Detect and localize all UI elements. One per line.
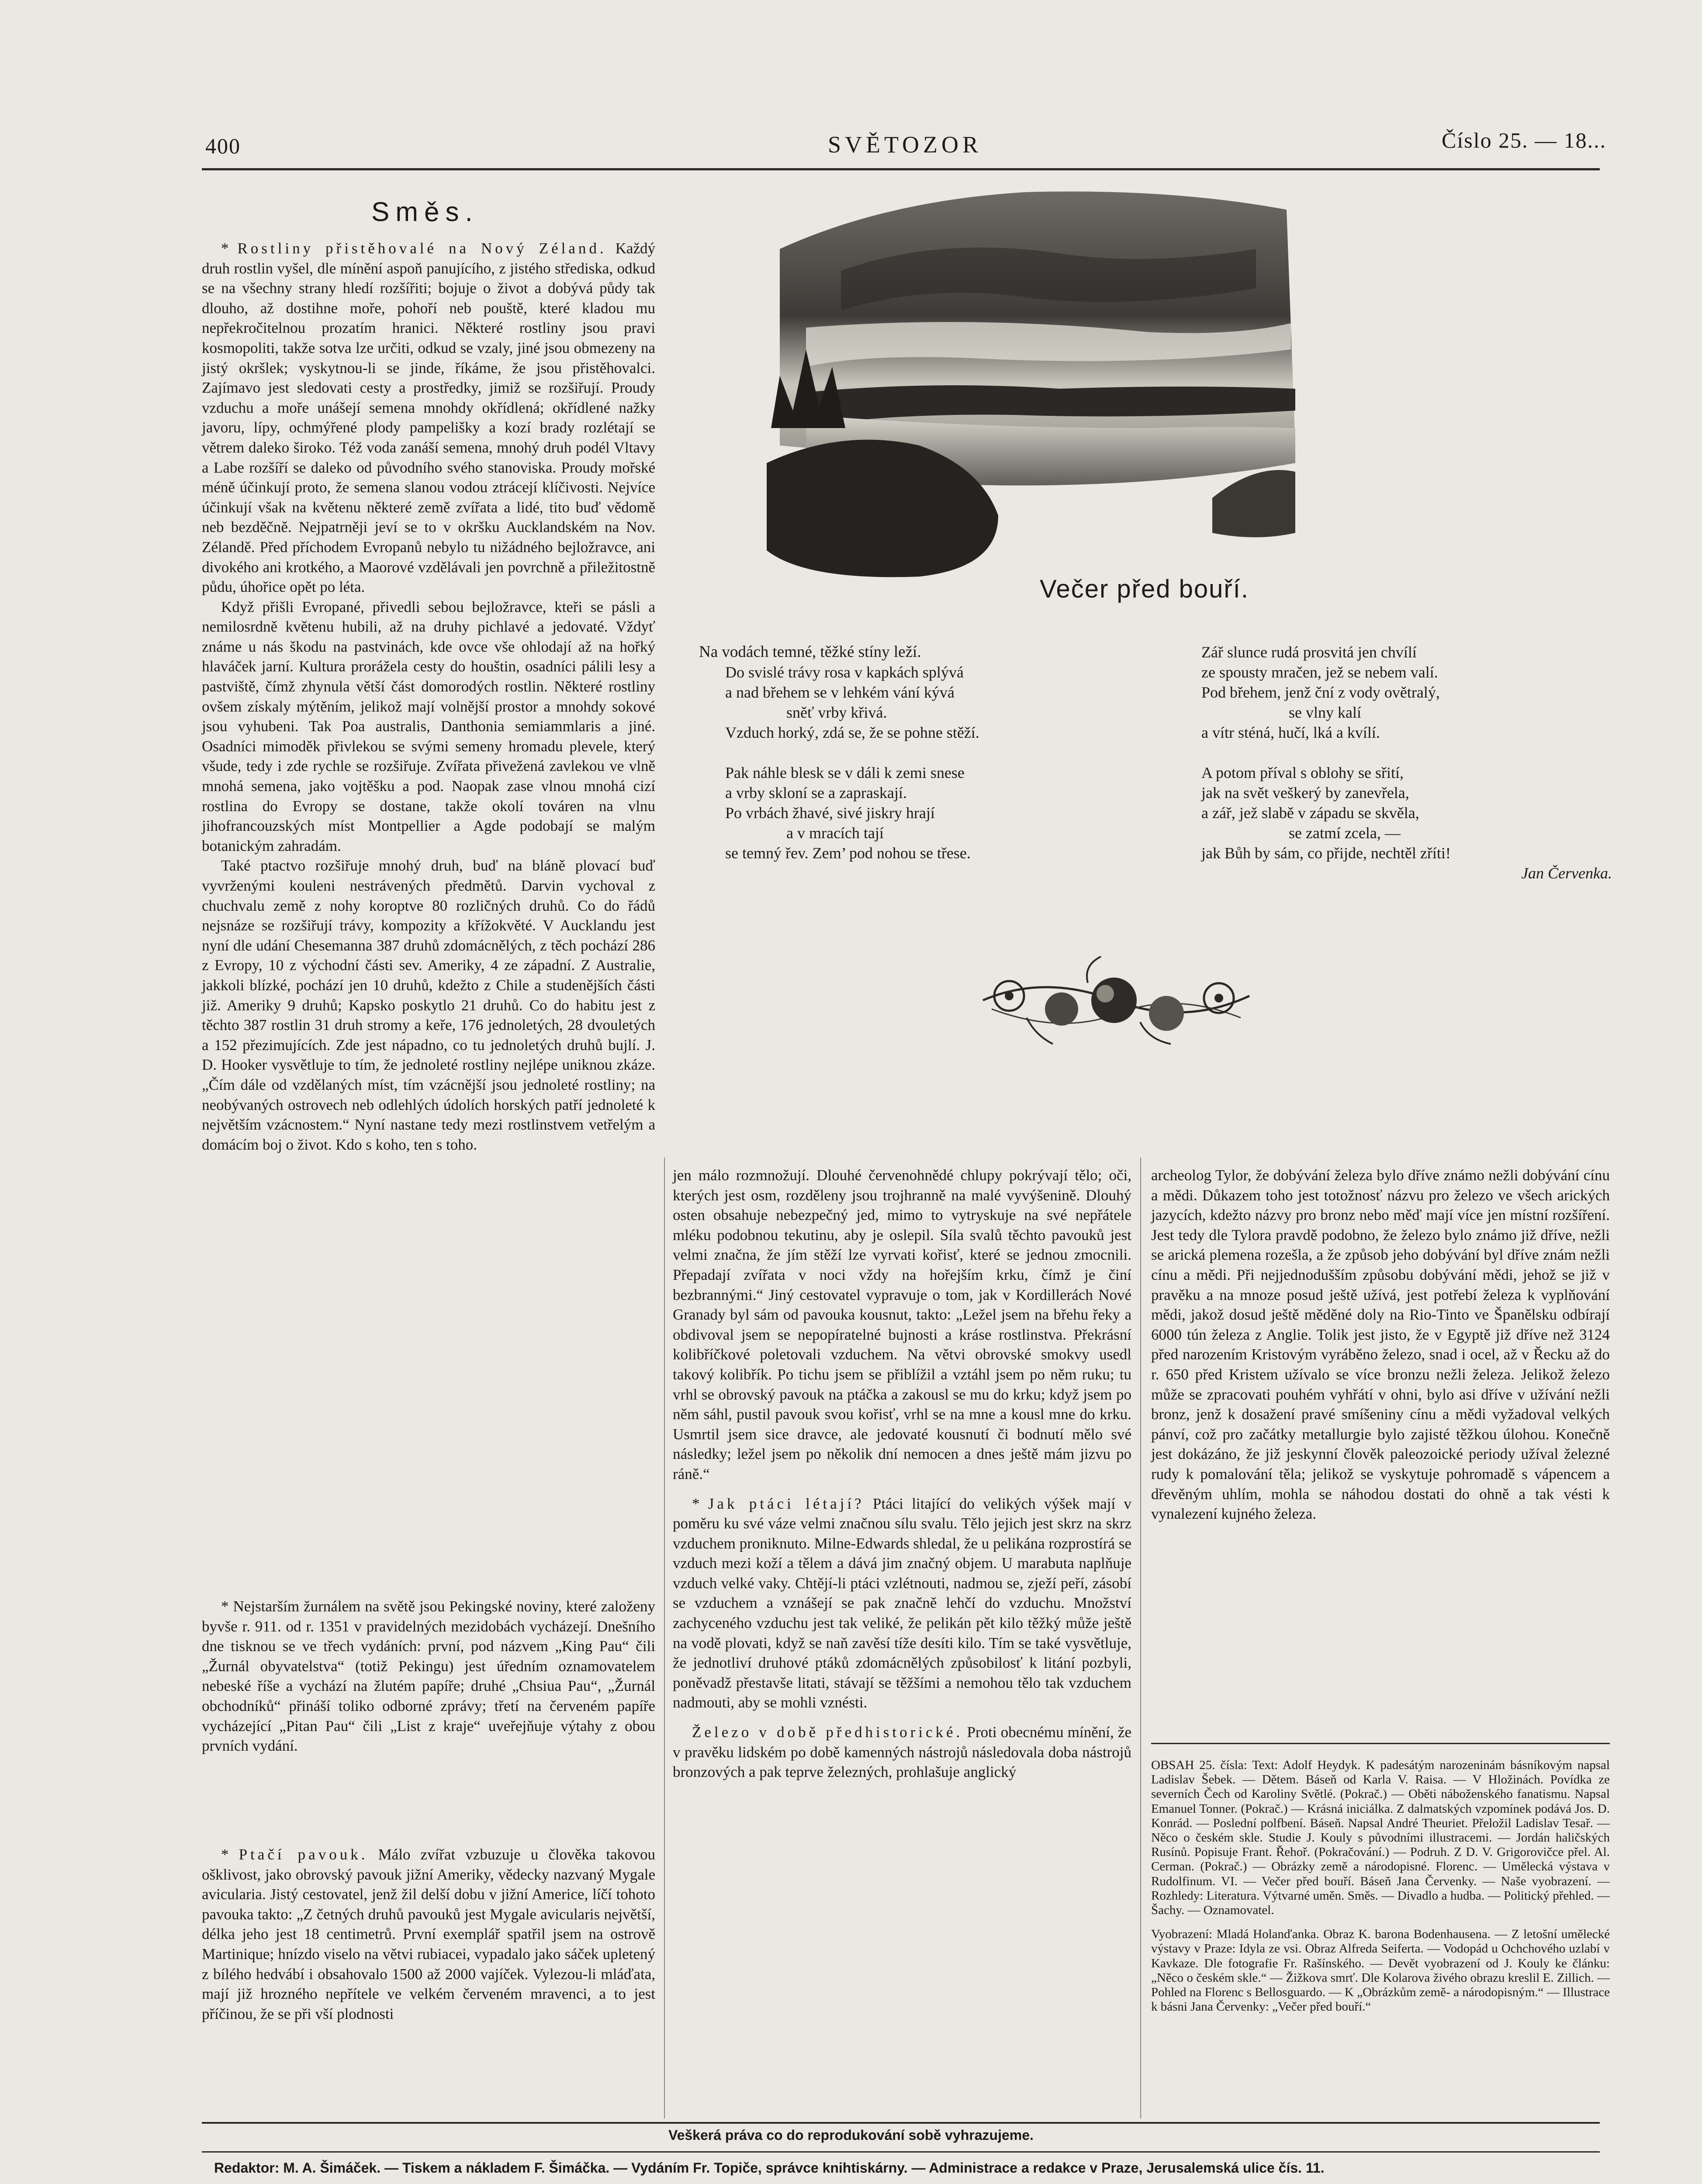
article-noviny: * Nejstarším žurnálem na světě jsou Pekingské noviny, které založeny byvše r. 911. od r. 1351 v pravidelných mezidobách vycházejí. Dnešního dne tisknou se ve třech vydáních: první, pod názvem „King Pau“ čili „Žurnál obyvatelstva“ (totiž Pekingu) jest úředním oznamovatelem nebeské říše a vychází na žlutém papíře; druhé „Chsiua Pau“, „Žurnál obchodníků“ přináší toliko odborné zprávy; třetí na červeném papíře vycházející „Pitan Pau“ čili „List z kraje“ uveřejňuje výtahy z obou prvních vydání. <box>202 1598 656 1755</box>
poem-stanza <box>1201 642 1616 743</box>
section-heading: Směs. <box>371 197 479 227</box>
poem-line: Pak náhle blesk se v dáli k zemi snese <box>725 764 965 781</box>
article-paragraph: archeolog Tylor, že dobývání železa bylo dříve známo nežli dobývání cínu a mědi. Důkazem toho jest totožnosť názvu pro železo ve všech arických jazycích, kdežto názvy pro bronz nebo měď mají více jen místní rozšíření. Jest tedy dle Tylora pravdě podobno, že železo bylo známo již dříve, nežli se arická plemena rozešla, a že způsob jeho dobývání byl dříve znám nežli cínu a mědi. Při nejjednodušším způsobu dobývání mědi, jehož se již v pravěku a na mnoze posud ještě užívá, jest potřebí železa k vyplňování mědi, jakož dosud ještě měděné doly na Rio-Tinto ve Španělsku odbírají 6000 tún železa z Anglie. Tolik jest jisto, že v Egyptě již dříve než 3124 před narozením Kristovým vyráběno železo, snad i ocel, až v Řecku až do r. 650 před Kristem užívalo se více bronzu nežli železa. Jelikož železo může se zpracovati pouhém vyhřátí v ohni, bylo asi dříve v užívání nežli bronz, jenž k dosažení pravé smíšeniny cínu a mědi vyžadoval velkých pánví, což pro začátky metallurgie bylo zajisté těžkou úlohou. Konečně jest dokázáno, že již jeskynní člověk paleozoické periody užíval železné rudy k pomalování těla; jelikož se vyskytuje pohromadě s vápencem a dřevěným uhlím, mohla se náhodou dostati do ohně a tak vésti k vynalezení kujného železa. <box>1151 1167 1610 1523</box>
poem-line: Po vrbách žhavé, sivé jiskry hrají <box>725 804 935 822</box>
contents-text: OBSAH 25. čísla: Text: Adolf Heydyk. K padesátým narozeninám básníkovým napsal Ladislav Šebek. — Dětem. Báseň od Karla V. Raisa. — V Hložinách. Povídka ze severních Čech od Karoliny Světlé. (Pokrač.) — Oběti náboženského fanatismu. Napsal Emanuel Tonner. (Pokrač.) — Krásná iniciálka. Z dalmatských vzpomínek podává Jos. D. Konrád. — Poslední polfbení. Báseň. Napsal André Theuriet. Přeložil Ladislav Tesař. — Něco o českém skle. Studie J. Kouly s původními illustracemi. — Jordán haličských Rusínů. Popisuje Frant. Řehoř. (Pokračování.) — Podruh. Z D. V. Grigorovičce přel. Al. Cerman. (Pokrač.) — Obrázky země a národopisné. Florenc. — Umělecká výstava v Rudolfinum. VI. — Večer před bouří. Báseň Jana Červenky. — Naše vyobrazení. — Rozhledy: Literatura. Výtvarné uměn. Směs. — Divadlo a hudba. — Politický přehled. — Šachy. — Oznamovatel. <box>1151 1758 1610 1918</box>
poem-line: sněť vrby křivá. <box>786 704 887 721</box>
poem-line: a v mracích tají <box>786 824 884 842</box>
poem-line: jak Bůh by sám, co přijde, nechtěl zříti! <box>1201 844 1451 862</box>
article-title: Železo v době předhistorické. <box>692 1724 963 1741</box>
poem-line: ze spousty mračen, jež se nebem valí. <box>1201 663 1438 681</box>
poem-line: Zář slunce rudá prosvitá jen chvílí <box>1201 643 1417 661</box>
article-rostliny: * Rostliny přistěhovalé na Nový Zéland. Každý druh rostlin vyšel, dle mínění aspoň panujícího, z jistého střediska, odkud se na všechny strany hledí rozšířiti; bojuje o život a dobývá půdy tak dlouho, až dostihne moře, pohoří neb pouště, které kladou mu nepřekročitelnou prozatím hranici. Některé rostliny jsou pravi kosmopoliti, takže sotva lze určiti, odkud se vzaly, jiné jsou obmezeny na jistý okršlek; vyskytnou-li se jinde, říkáme, že jsou přistěhovalci. Zajímavo jest sledovati cesty a prostředky, jimiž se rozšiřují. Proudy vzduchu a moře unášejí semena mnohdy okřídlená; okřídlené nažky javoru, lípy, ochmýřené plody pampelišky a kozí brady rozlétají se větrem daleko široko. Též voda zanáší semena, mnohý druh podél Vltavy a Labe rozšíří se daleko od původního svého stanoviska. Proudy mořské méně účinkují proto, že semena slanou vodou ztrácejí klíčivosti. Nejvíce účinkují však na květenu některé země zvířata a lidé, tito buď vědomě neb bezděčně. Nejpatrněji jeví se to v okršku Aucklandském na Nov. Zélandě. Před příchodem Evropanů nebylo tu nižádného bejložravce, ani divokého ani krotkého, a Maorové vzdělávali jen povrchně a přiležitostně půdu, úhořice opět po léta. <box>202 240 655 596</box>
poem-author: Jan Červenka. <box>1521 864 1612 882</box>
poem-line: Na vodách temné, těžké stíny leží. <box>699 643 921 661</box>
middle-column <box>673 1165 1131 1782</box>
poem-line: Vzduch horký, zdá se, že se pohne stěží. <box>725 724 979 741</box>
poem-column-2 <box>1201 642 1616 883</box>
issue-contents <box>1151 1758 1610 2024</box>
page-number: 400 <box>205 134 241 158</box>
column-divider <box>1140 1158 1141 2118</box>
poem-stanza <box>1201 763 1616 863</box>
header-rule <box>202 168 1600 170</box>
footer-rule-top <box>202 2122 1600 2124</box>
poem-line: a zář, jež slabě v západu se skvěla, <box>1201 804 1419 822</box>
illustrations-list: Vyobrazení: Mladá Holanďanka. Obraz K. barona Bodenhausena. — Z letošní umělecké výstavy v Praze: Idyla ze vsi. Obraz Alfreda Seiferta. — Vodopád u Ochchového uzlabí v Kavkaze. Dle fotografie Fr. Rašínského. — Devět vyobrazení od J. Kouly ke článku: „Něco o českém skle.“ — Žižkova smrť. Dle Kolarova živého obrazu kreslil E. Zillich. — Pohled na Florenc s Bellosguardo. — K „Obrázkům země- a národopisným.“ — Illustrace k básni Jana Červenky: „Večer před bouří.“ <box>1151 1927 1610 2014</box>
poem-stanza <box>699 642 1127 743</box>
poem-line: a vrby skloní se a zapraskají. <box>725 784 907 802</box>
poem-line: Do svislé trávy rosa v kapkách splývá <box>725 663 964 681</box>
illustration-caption: Večer před bouří. <box>1040 575 1249 603</box>
article-zelezo: Železo v době předhistorické. Proti obecnému mínění, že v pravěku lidském po době kamenných nástrojů následovala doba nástrojů bronzových a pak teprve železných, prohlašuje anglický <box>673 1724 1132 1781</box>
article-paragraph: jen málo rozmnožují. Dlouhé červenohnědé chlupy pokrývají tělo; oči, kterých jest osm, rozděleny jsou trojhranně na malé vyvýšenině. Dlouhý osten obsahuje nebezpečný jed, mimo to vytryskuje na své nepřátele mléku podobnou tekutinu, aby je oslepil. Síla svalů těchto pavouků jest velmi značna, že jím stěží lze vyrvati kořisť, které se jednou zmocnili. Přepadají zvířata v noci vždy na hořejším krku, čímž je činí bezbrannými.“ Jiný cestovatel vypravuje o tom, jak v Kordillerách Nové Granady byl sám od pavouka kousnut, takto: „Ležel jsem na břehu řeky a obdivoval jsem se nepopíratelné bujnosti a kráse rostlinstva. Překrásní kolibříčkové poletovali vzduchem. Na větvi obrovské smokvy usedl takový kolibřík. Po tichu jsem se přiblížil a vztáhl jsem po něm ruku; tu vrhl se obrovský pavouk na ptáčka a zakousl se mu do krku; když jsem po něm sáhl, pustil pavouk svou kořisť, vrhl se na mne a kousl mne do krku. Usmrtil jsem sice dravce, ale jedovaté kousnutí či bodnutí mělo své následky; ležel jsem po několik dní nemocen a dnes ještě mám jizvu po ráně.“ <box>673 1167 1131 1482</box>
left-column <box>202 238 655 1154</box>
rights-notice: Veškerá práva co do reprodukování sobě vyhrazujeme. <box>668 2127 1034 2143</box>
article-title: Jak ptáci létají? <box>708 1495 865 1512</box>
poem-line: jak na svět veškerý by zanevřela, <box>1201 784 1409 802</box>
poem-line: se zatmí zcela, — <box>1289 824 1401 842</box>
article-title: Rostliny přistěhovalé na Nový Zéland. <box>237 240 607 257</box>
poem-line: a vítr sténá, hučí, lká a kvílí. <box>1201 724 1380 741</box>
landscape-engraving <box>754 183 1300 585</box>
footer-rule <box>202 2151 1600 2153</box>
poem-line: se temný řev. Zem’ pod nohou se třese. <box>725 844 971 862</box>
article-body: Nejstarším žurnálem na světě jsou Pekingské noviny, které založeny byvše r. 911. od r. 1351 v pravidelných mezidobách vycházejí. Dnešního dne tisknou se ve třech vydáních: první, pod názvem „King Pau“ čili „Žurnál obyvatelstva“ (totiž Pekingu) jest úředním oznamovatelem nebeské říše a vychází na žlutém papíře; druhé „Chsiua Pau“, „Žurnál obchodníků“ přináší toliko odborné zprávy; třetí na červeném papíře vycházející „Pitan Pau“ čili „List z kraje“ uveřejňuje výtahy z obou prvních vydání. <box>202 1598 656 1755</box>
issue-number: Číslo 25. — 18... <box>1442 128 1607 152</box>
article-title: Ptačí pavouk. <box>239 1846 368 1863</box>
poem-line: A potom příval s oblohy se sřití, <box>1201 764 1404 781</box>
article-ptaci: * Jak ptáci létají? Ptáci litající do velikých výšek mají v poměru ku své váze velmi značnou sílu svalu. Tělo jejich jest skrz na skrz vzduchem proniknuto. Milne-Edwards shledal, že u pelikána rozprostírá se vzduch mezi koží a tělem a dává jim značný objem. U marabuta naplňuje vzduch velké vaky. Chtějí-li ptáci vzlétnouti, nadmou se, zježí peří, zásobí se vzduchem a vznášejí se pak značně lehčí do vzduchu. Množství zachyceného vzduchu jest tak veliké, že pelikán pět kilo těžký může ještě na vodě plovati, když se naň zavěsí tíže desíti kilo. Tím se také vysvětluje, že jednotliví druhové ptáků zdomácnělých způsobilosť k litání pozbyli, poněvadž přestavše litati, stávají se těžšími a nemohou tělo tak vzduchem nadmouti, aby se mohli vznésti. <box>673 1495 1132 1711</box>
floral-ornament <box>974 948 1258 1061</box>
imprint: Redaktor: M. A. Šimáček. — Tiskem a nákladem F. Šimáčka. — Vydáním Fr. Topiče, správce knihtiskárny. — Administrace a redakce v Praze, Jerusalemská ulice čís. 11. <box>214 2160 1325 2176</box>
right-column <box>1151 1165 1610 1524</box>
poem-line: se vlny kalí <box>1289 704 1361 721</box>
poem-line: Pod břehem, jenž ční z vody ovětralý, <box>1201 684 1440 701</box>
engraving-evening-before-storm <box>754 183 1300 585</box>
poem-column-1 <box>699 642 1127 863</box>
flower-garland-icon <box>974 948 1258 1061</box>
contents-rule <box>1151 1743 1610 1744</box>
article-pavouk: * Ptačí pavouk. Málo zvířat vzbuzuje u člověka takovou ošklivost, jako obrovský pavouk jižní Ameriky, vědecky nazvaný Mygale avicularia. Jistý cestovatel, jenž žil delší dobu v jižní Americe, líčí tohoto pavouka takto: „Z četných druhů pavouků jest Mygale avicularis největší, délka jeho jest 18 centimetrů. První exemplář spatřil jsem na ostrově Martinique; hnízdo viselo na větvi rubiacei, vypadalo jako sáček upletený z bílého hedvábí i obsahovalo 1500 až 2000 vajíček. Vylezou-li mláďata, mají již hrozného nepřítele ve velkém červeném mravenci, a to jest příčinou, že se při vší plodnosti <box>202 1846 655 2022</box>
poem-line: a nad břehem se v lehkém vání kývá <box>725 684 955 701</box>
column-divider <box>664 1158 665 2118</box>
poem-stanza <box>699 763 1127 863</box>
article-paragraph: Také ptactvo rozšiřuje mnohý druh, buď na bláně plovací buď vyvrženými kouleni nestrávených předmětů. Darvin vychoval z chuchvalu země z nohy koroptve 80 rozličných druhů. Co do řádů nejsnáze se rozšiřují trávy, kompozity a křížokvěté. V Aucklandu jest nyní dle udání Chesemanna 387 druhů zdomácnělých, z těch pochází 286 z Evropy, 10 z východní části sev. Ameriky, 4 ze západní. Z Australie, jakkoli blízké, pochází jen 10 druhů, kdežto z Chile a studenějších části již. Ameriky 9 druhů; Kapsko poskytlo 21 druhů. Co do habitu jest z těchto 387 rostlin 31 druh stromy a keře, 176 jednoletých, 28 dvouletých a 152 přezimujících. Zde jest nápadno, co tu jednoletých druhů bujlí. J. D. Hooker vysvětluje to tím, že jednoleté rostliny nejlépe uniknou zkáze. „Čím dále od vzdělaných míst, tím vzácnější jsou jednoleté rostliny; na neobývaných ostrovech neb odlehlých údolích horských patří jednoleté k největším vzácnostem.“ Nyní nastane tedy mezi rostlinstvem vetřelým a domácím boj o život. Kdo s koho, ten s toho. <box>202 857 655 1153</box>
article-paragraph: Když přišli Evropané, přivedli sebou bejložravce, kteři se pásli a nemilosrdně květenu hubili, až na druhy pichlavé a jedovaté. Vždyť známe u nás škodu na pastvinách, kde ovce vše ohlodají až na hořký hlaváček jarní. Kultura prorážela cesty do houštin, osadníci pálili lesy a pastviště, čímž zhynula větší část domorodých rostlin. Některé rostliny ovšem získaly mýtěním, jelikož mají volnější prostor a mnohdy sokové jsou vyhubeni. Tak Poa australis, Danthonia semiammlaris a jiné. Osadníci mimoděk přivlekou se svými semeny hromadu plevele, který všude, tedy i zde rychle se rozšiřuje. Zvířata přivežená zavlekou ve vlně mnohá semena, jako vojtěšku a pod. Naopak zase vlnou mnohá cizí rostlina do Evropy se dostane, takže okolí továren na vlnu jihofrancouzských míst Montpellier a Agde podobají se malým botanickým zahradám. <box>202 598 655 854</box>
journal-title: SVĚTOZOR <box>828 131 982 158</box>
